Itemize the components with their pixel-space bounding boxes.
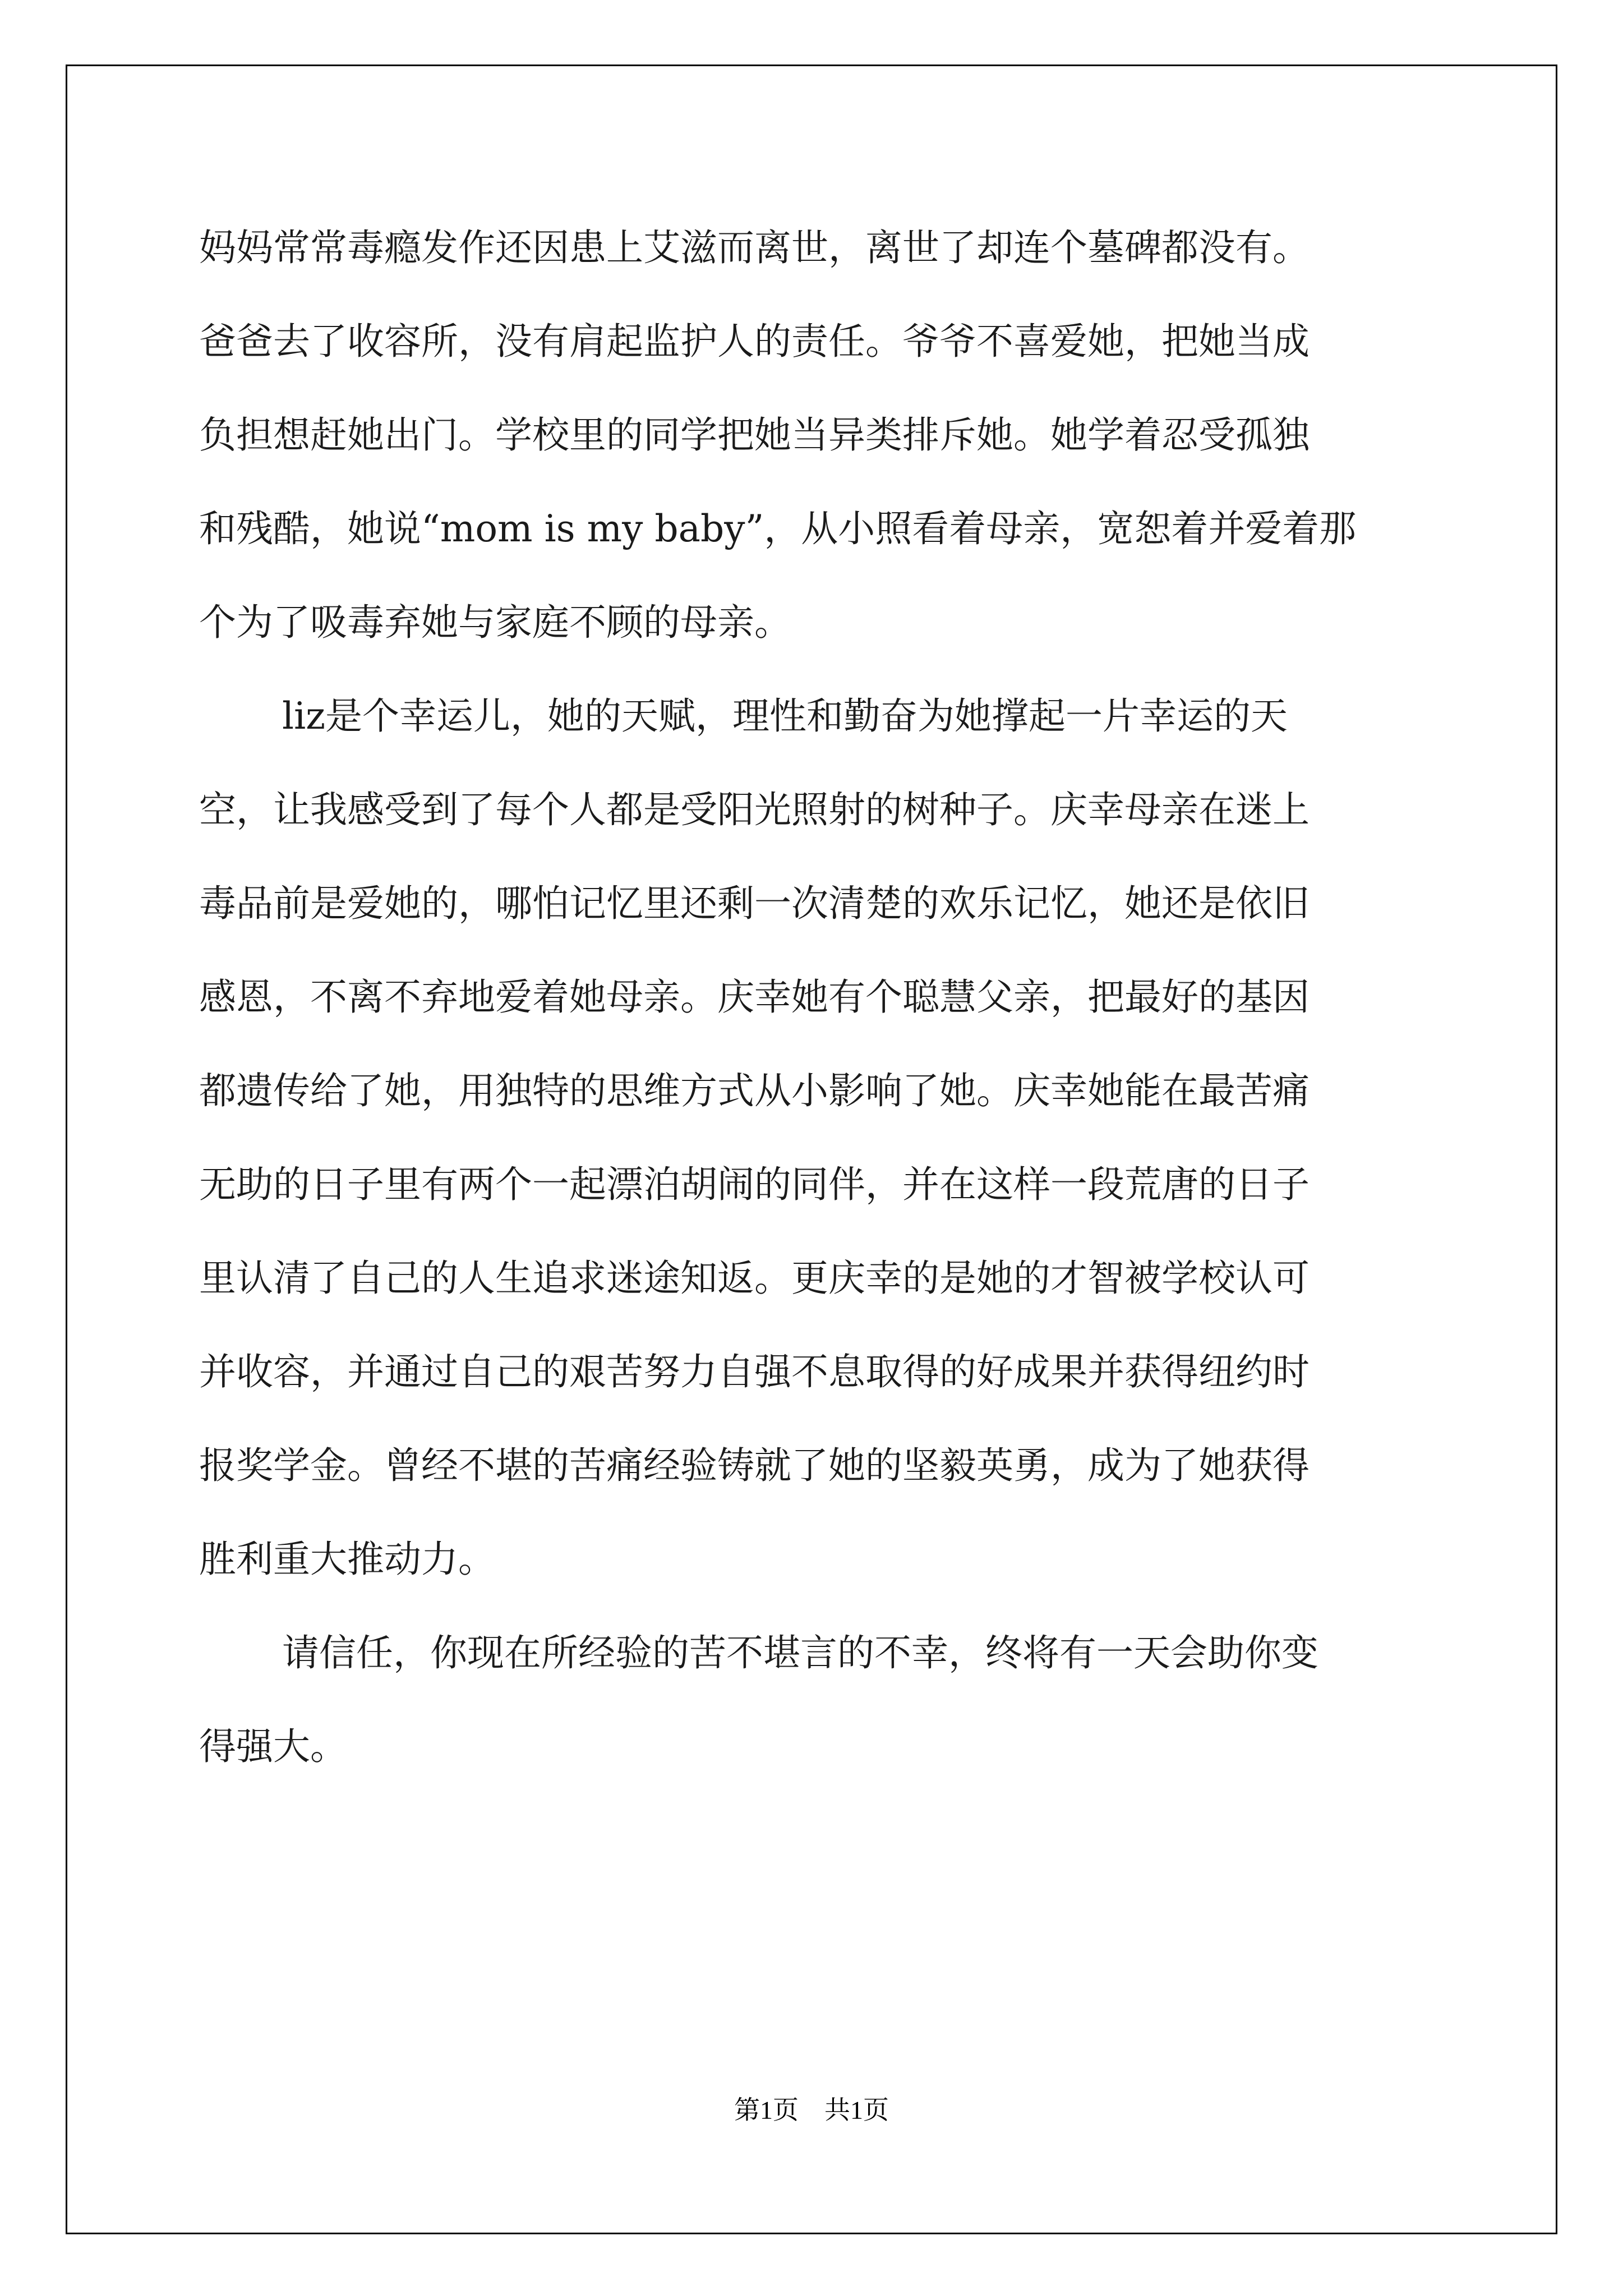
paragraph-2 — [199, 669, 1422, 1606]
paragraph-line: liz是个幸运儿，她的天赋，理性和勤奋为她撑起一片幸运的天 — [282, 694, 1288, 738]
paragraph-line: 爸爸去了收容所，没有肩起监护人的责任。爷爷不喜爱她，把她当成 — [199, 320, 1310, 363]
paragraph-1 — [199, 201, 1422, 669]
page-footer: 第1页 共1页 — [734, 2096, 889, 2124]
paragraph-line: 都遗传给了她，用独特的思维方式从小影响了她。庆幸她能在最苦痛 — [199, 1069, 1310, 1112]
paragraph-3 — [199, 1606, 1422, 1793]
paragraph-line: 无助的日子里有两个一起漂泊胡闹的同伴，并在这样一段荒唐的日子 — [199, 1163, 1310, 1206]
paragraph-line: 和残酷，她说“mom is my baby”，从小照看着母亲，宽恕着并爱着那 — [199, 507, 1357, 550]
paragraph-line: 妈妈常常毒瘾发作还因患上艾滋而离世，离世了却连个墓碑都没有。 — [199, 226, 1310, 269]
paragraph-line: 个为了吸毒弃她与家庭不顾的母亲。 — [199, 601, 791, 644]
paragraph-line: 里认清了自己的人生追求迷途知返。更庆幸的是她的才智被学校认可 — [199, 1257, 1310, 1300]
paragraph-line: 并收容，并通过自己的艰苦努力自强不息取得的好成果并获得纽约时 — [199, 1350, 1310, 1393]
paragraph-line: 请信任，你现在所经验的苦不堪言的不幸，终将有一天会助你变 — [282, 1631, 1318, 1674]
paragraph-line: 负担想赶她出门。学校里的同学把她当异类排斥她。她学着忍受孤独 — [199, 413, 1310, 457]
document-body — [199, 201, 1422, 1793]
paragraph-line: 得强大。 — [199, 1725, 347, 1768]
paragraph-line: 毒品前是爱她的，哪怕记忆里还剩一次清楚的欢乐记忆，她还是依旧 — [199, 882, 1310, 925]
paragraph-line: 感恩，不离不弃地爱着她母亲。庆幸她有个聪慧父亲，把最好的基因 — [199, 976, 1310, 1019]
paragraph-line: 胜利重大推动力。 — [199, 1538, 495, 1581]
paragraph-line: 空，让我感受到了每个人都是受阳光照射的树种子。庆幸母亲在迷上 — [199, 788, 1310, 831]
paragraph-line: 报奖学金。曾经不堪的苦痛经验铸就了她的坚毅英勇，成为了她获得 — [199, 1444, 1310, 1487]
